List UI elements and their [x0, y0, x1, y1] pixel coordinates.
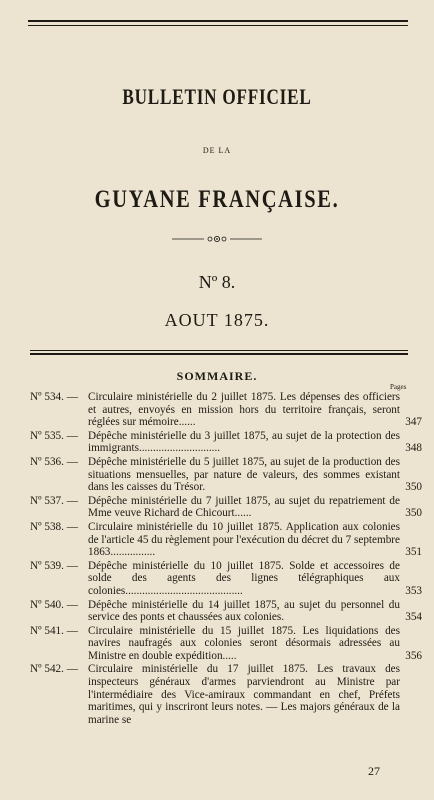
entry-text: Dépêche ministérielle du 7 juillet 1875, au sujet du repatriement de Mme veuve Richard de Chicourt......	[88, 494, 400, 520]
entry-text: Circulaire ministérielle du 2 juillet 1875. Les dépenses des officiers et autres, envoyés en mission hors du territoire français, seront réglées sur mémoire......	[88, 391, 400, 429]
entry-number: Nº 540. —	[30, 598, 78, 611]
summary-entry	[30, 456, 422, 494]
entry-page: 351	[405, 546, 422, 559]
title-connector: DE LA	[202, 146, 232, 155]
entry-page: 353	[405, 584, 422, 597]
summary-entry	[30, 521, 422, 559]
bulletin-title: BULLETIN OFFICIEL	[122, 84, 312, 109]
entry-number: Nº 538. —	[30, 520, 78, 533]
entry-number: Nº 542. —	[30, 663, 78, 676]
pages-column-label: Pages	[390, 383, 407, 391]
summary-list	[30, 391, 422, 727]
ornament-divider	[172, 234, 262, 244]
entry-text: Circulaire ministérielle du 17 juillet 1875. Les travaux des inspecteurs généraux d'armes parviendront au Ministre par l'intermédiaire des Vice-amiraux commandant en chef, Préfets maritimes, qui y inscriront leurs notes. — Les majors généraux de la marine se	[88, 663, 400, 726]
summary-entry	[30, 391, 422, 429]
entry-text: Dépêche ministérielle du 5 juillet 1875, au sujet de la production des situations mensuelles, par nature de valeurs, des sommes existant dans les caisses du Trésor.	[88, 455, 400, 494]
entry-page: 350	[405, 507, 422, 520]
entry-page: 354	[405, 611, 422, 624]
entry-page: 350	[405, 481, 422, 494]
entry-text: Dépêche ministérielle du 3 juillet 1875, au sujet de la protection des immigrants.............................	[88, 429, 400, 455]
summary-entry	[30, 560, 422, 598]
entry-page: 347	[405, 416, 422, 429]
summary-entry	[30, 599, 422, 624]
summary-entry	[30, 495, 422, 520]
section-rule-thick	[30, 353, 408, 355]
entry-text: Dépêche ministérielle du 10 juillet 1875. Solde et accessoires de solde des agents des lignes télégraphiques aux colonies..........................................	[88, 559, 400, 597]
entry-text: Circulaire ministérielle du 15 juillet 1875. Les liquidations des navires naufragés aux colonies seront désormais adressées au Ministre en double expédition.....	[88, 624, 400, 662]
entry-text: Circulaire ministérielle du 10 juillet 1875. Application aux colonies de l'article 45 du règlement pour l'exécution du décret du 7 septembre 1863................	[88, 520, 400, 559]
entry-number: Nº 539. —	[30, 559, 78, 572]
summary-entry	[30, 430, 422, 455]
summary-entry	[30, 663, 422, 726]
colony-title: GUYANE FRANÇAISE.	[94, 186, 340, 213]
summary-entry	[30, 625, 422, 663]
page-folio: 27	[368, 764, 380, 778]
top-rule	[28, 20, 408, 22]
entry-number: Nº 536. —	[30, 455, 78, 468]
entry-number: Nº 534. —	[30, 391, 78, 403]
entry-text: Dépêche ministérielle du 14 juillet 1875, au sujet du personnel du service des ponts et chaussées aux colonies.	[88, 598, 400, 624]
entry-number: Nº 535. —	[30, 429, 78, 442]
section-rule	[30, 350, 408, 351]
entry-page: 356	[405, 649, 422, 662]
issue-number: Nº 8.	[198, 272, 236, 292]
top-rule-thin	[28, 25, 408, 26]
summary-heading: SOMMAIRE.	[176, 369, 258, 383]
issue-date: AOUT 1875.	[164, 310, 270, 330]
entry-page: 348	[405, 442, 422, 455]
entry-number: Nº 537. —	[30, 494, 78, 507]
entry-number: Nº 541. —	[30, 624, 78, 637]
